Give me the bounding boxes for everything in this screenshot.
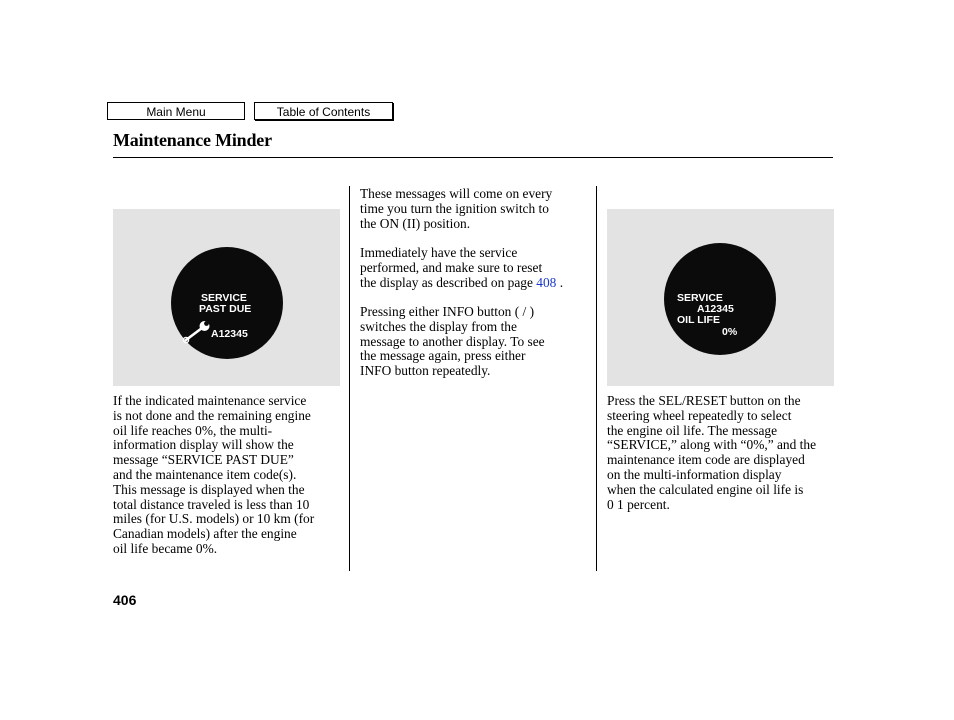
- wrench-icon: [182, 319, 212, 345]
- left-column-text: If the indicated maintenance service is not done and the remaining engine oil life reaches 0%, the multi- information display will show the message “SERVICE PAST DUE” and the maintenance item code(s). This message is displayed when the total distance traveled is less than 10 miles (for U.S. models) or 10 km (for Canadian models) after the engine oil life became 0%.: [113, 393, 315, 556]
- column-divider-left: [349, 186, 350, 571]
- middle-paragraph-2: [360, 246, 563, 290]
- display-line-service: SERVICE: [677, 292, 723, 304]
- service-oil-life-illustration: [607, 209, 834, 386]
- display-code: A12345: [211, 328, 248, 340]
- display-gauge: [664, 243, 776, 355]
- service-past-due-illustration: [113, 209, 340, 386]
- middle-paragraph-1: These messages will come on every time you turn the ignition switch to the ON (II) position.: [360, 186, 553, 231]
- title-divider: [113, 157, 833, 158]
- page-408-link[interactable]: 408: [536, 274, 557, 290]
- page-number: 406: [113, 592, 137, 608]
- right-column-text: Press the SEL/RESET button on the steering wheel repeatedly to select the engine oil life. The message “SERVICE,” along with “0%,” and the maintenance item code are displayed on the multi-information display when the calculated engine oil life is 0 1 percent.: [607, 393, 817, 512]
- display-line-past-due: PAST DUE: [199, 303, 252, 315]
- display-gauge: [171, 247, 283, 359]
- table-of-contents-button[interactable]: Table of Contents: [254, 102, 393, 120]
- middle-paragraph-3: Pressing either INFO button ( / ) switches the display from the message to another display. To see the message again, press either INFO button repeatedly.: [360, 304, 545, 379]
- display-line-oil-life: OIL LIFE: [677, 314, 720, 326]
- paragraph-text: Immediately have the service performed, and make sure to reset the display as described on page: [360, 245, 543, 290]
- page-title: Maintenance Minder: [113, 130, 272, 150]
- display-line-service: SERVICE: [201, 292, 247, 304]
- display-code: A12345: [697, 303, 734, 315]
- paragraph-text-end: .: [556, 274, 564, 290]
- column-divider-right: [596, 186, 597, 571]
- main-menu-button[interactable]: Main Menu: [107, 102, 245, 120]
- display-percent: 0%: [722, 326, 738, 338]
